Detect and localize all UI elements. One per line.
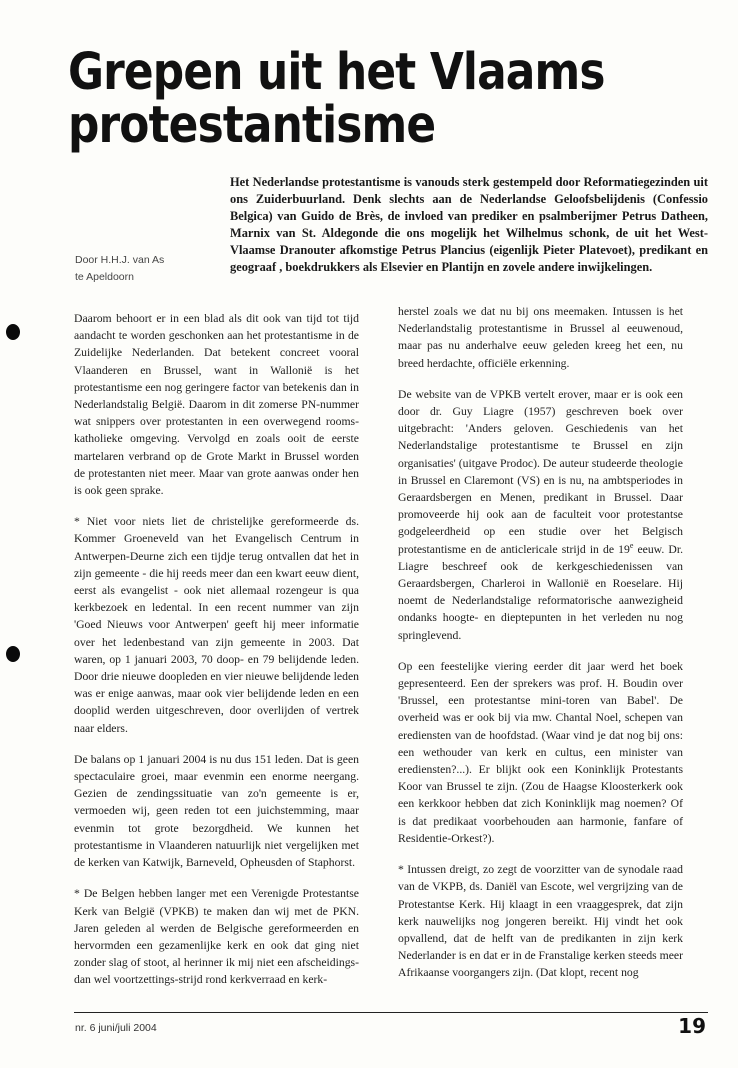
liagre-text-b: eeuw. Dr. Liagre beschreef ook de kerkgeschiedenissen van Geraardsbergen, Charleroi in Wallonië en Roeselare. Hij noemt de Nederlandstalige reformatorische aanwezigheid ondanks hoogte- en dieptepunten in het verleden nu nog springlevend. xyxy=(398,542,683,642)
right-paragraph-liagre xyxy=(398,386,683,644)
punch-hole-bottom xyxy=(6,646,20,662)
intro-paragraph: Het Nederlandse protestantisme is vanouds sterk gestempeld door Reformatiegezinden uit ons Zuiderbuurland. Denk slechts aan de Nederlandse Geloofsbelijdenis (Confessio Belgica) van Guido de Brès, de invloed van prediker en psalmberijmer Petrus Datheen, Marnix van St. Aldegonde die ons mogelijk het Wilhelmus schonk, de uit het West-Vlaamse Dranouter afkomstige Petrus Plancius (eigenlijk Pieter Platevoet), predikant en geograaf , boekdrukkers als Elsevier en Plantijn en zovele andere inwijkelingen. xyxy=(230,175,708,275)
author-byline xyxy=(75,252,205,286)
liagre-text-a: De website van de VPKB vertelt erover, maar er is ook een door dr. Guy Liagre (1957) geschreven boek over uitgebracht: 'Anders geloven. Geschiedenis van het Nederlandstalige protestantisme te Brussel en zijn organisaties' (uitgave Prodoc). De auteur studeerde theologie in Brussel en Claremont (VS) en is nu, na ambtsperiodes in Geraardsbergen en Menen, predikant in Brussel. Daar promoveerde hij ook aan de faculteit voor protestantse godgeleerdheid op een studie over het Belgisch protestantisme en de anticlericale strijd in de 19 xyxy=(398,387,683,556)
author-location: te Apeldoorn xyxy=(75,271,134,283)
right-paragraph: * Intussen dreigt, zo zegt de voorzitter van de synodale raad van de VKPB, ds. Daniël van Escote, wel vergrijzing van de Protestantse Kerk. Hij klaagt in een vraaggesprek, dat zijn kerk nauwelijks nog jongeren bereikt. Hij vindt het ook opvallend, dat de helft van de predikanten in zijn kerk Nederlander is en dat er in de Franstalige kerken steeds meer Afrikaanse voorgangers zijn. (Dat klopt, recent nog xyxy=(398,863,683,980)
left-paragraph: De balans op 1 januari 2004 is nu dus 151 leden. Dat is geen spectaculaire groei, maar evenmin een enorme neergang. Gezien de zendingssituatie van zo'n gemeente is er, vermoeden wij, geen reden tot een juichstemming, maar evenmin tot grote bezorgdheid. We kunnen het protestantisme in Vlaanderen natuurlijk niet vergelijken met de kerken van Katwijk, Barneveld, Opheusden of Staphorst. xyxy=(74,752,359,870)
left-paragraph: Daarom behoort er in een blad als dit ook van tijd tot tijd aandacht te worden geschonken aan het protestantisme in de Zuidelijke Nederlanden. Dat betekent concreet vooral Vlaanderen en Brussel, want in Wallonië is het protestantisme een nog geringere factor van betekenis dan in Nederlandstalig België. Daarom in dit zomerse PN-nummer wat snippers over protestanten in een overwegend rooms-katholieke omgeving. Vervolgd en zoals ooit de eerste martelaren verbrand op de Grote Markt in Brussel worden de protestanten niet meer. Maar van grote aanwas onder hen is ook geen sprake. xyxy=(74,312,359,498)
right-paragraph: herstel zoals we dat nu bij ons meemaken. Intussen is het Nederlandstalig protestantisme in Brussel al eeuwenoud, maar pas nu anderhalve eeuw geleden kreeg het een, nu breed herdachte, officiële erkenning. xyxy=(398,305,683,370)
century-superscript: e xyxy=(629,540,634,550)
page-number: 19 xyxy=(678,1014,706,1038)
left-paragraph: * Niet voor niets liet de christelijke gereformeerde ds. Kommer Groeneveld van het Evangelisch Centrum in Antwerpen-Deurne zich een tijdje terug ontvallen dat het in zijn gemeente - die hij reeds meer dan een kwart eeuw dient, eerst als evangelist - ook niet allemaal rozengeur is qua kerkbezoek en ledental. In een recent nummer van zijn 'Goed Nieuws voor Antwerpen' geeft hij meer informatie over het ledenbestand van zijn gemeente in 2003. Dat waren, op 1 januari 2003, 70 doop- en 79 belijdende leden. Door drie nieuwe doopleden en vier nieuwe belijdende leden was er enige aanwas, maar ook vier belijdende leden en een dooplid werden uitgeschreven, door overlijden of vertrek naar elders. xyxy=(74,515,359,735)
issue-label: nr. 6 juni/juli 2004 xyxy=(75,1022,157,1034)
left-paragraph: * De Belgen hebben langer met een Verenigde Protestantse Kerk van België (VPKB) te maken dan wij met de PKN. Jaren geleden al werden de Belgische gereformeerden en hervormden een gezamenlijke kerk en ook dat ging niet zonder slag of stoot, al herinner ik mij niet een afscheidings- dan wel voortzettings-strijd rond kerkverraad en kerk- xyxy=(74,887,359,987)
title-line-2: protestantisme xyxy=(68,96,436,155)
right-column xyxy=(398,303,683,996)
punch-hole-top xyxy=(6,324,20,340)
footer-divider xyxy=(74,1012,708,1013)
article-title xyxy=(68,43,618,155)
title-line-1: Grepen uit het Vlaams xyxy=(68,43,605,102)
author-name: Door H.H.J. van As xyxy=(75,254,165,266)
left-column xyxy=(74,310,359,1003)
right-paragraph: Op een feestelijke viering eerder dit jaar werd het boek gepresenteerd. Een der sprekers was prof. H. Boudin over 'Brussel, een protestantse mini-toren van Babel'. De overheid was er ook bij via mw. Chantal Noel, schepen van erediensten van de hoofdstad. (Waar vind je dat nog bij ons: een wethouder van kerk en cultus, een minister van erediensten?...). Er blijkt ook een Koninklijk Protestants Koor van Brussel te zijn. (Zou de Haagse Kloosterkerk ook een kerkkoor hebben dat zich Koninklijk mag noemen? Of is dat predikaat voorbehouden aan harmonie, fanfare of Residentie-Orkest?). xyxy=(398,659,683,845)
